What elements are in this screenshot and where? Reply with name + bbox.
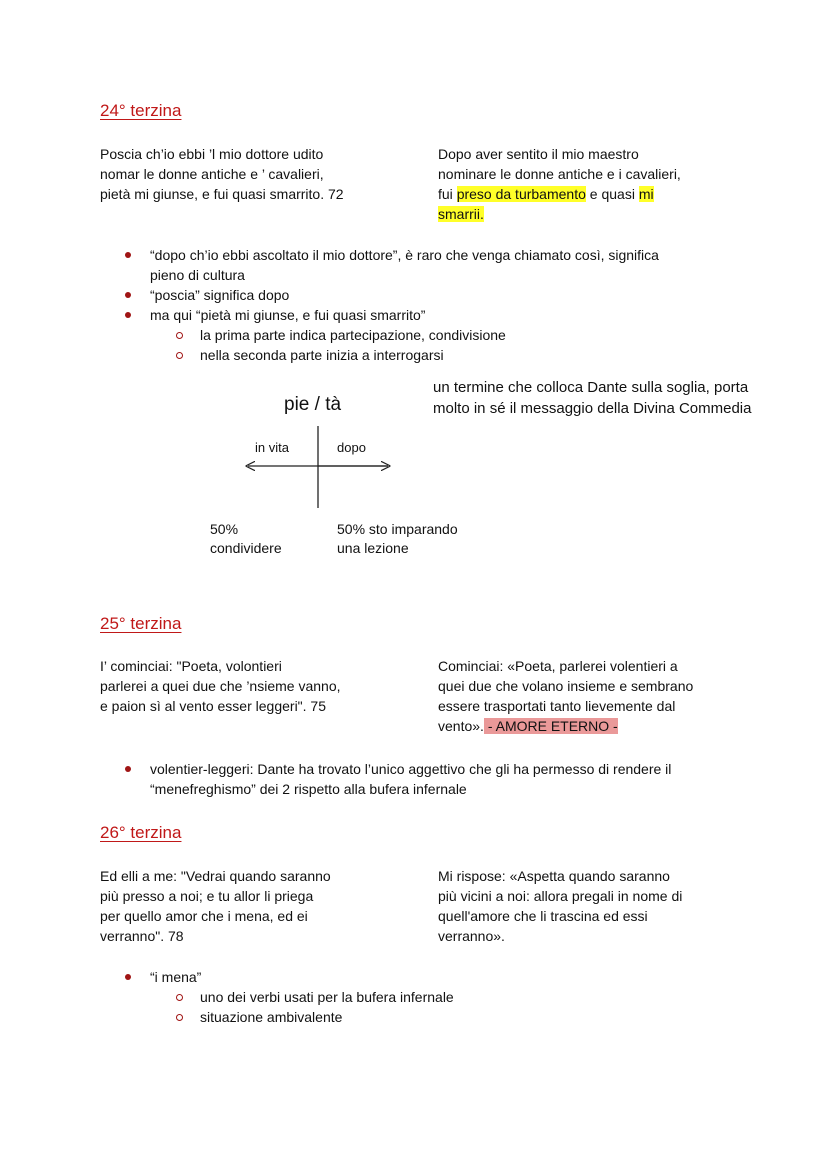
diagram-axes	[240, 420, 400, 520]
highlight-preso-da-turbamento: preso da turbamento	[456, 186, 586, 202]
highlight-amore-eterno: - AMORE ETERNO -	[483, 718, 618, 734]
diagram-label-in-vita: in vita	[255, 440, 289, 455]
circle-bullet-icon	[176, 1014, 183, 1021]
list-item	[200, 345, 770, 365]
bullet-icon	[125, 974, 131, 980]
sub-bullet-text: uno dei verbi usati per la bufera infernale	[200, 989, 454, 1005]
diagram-title: pie / tà	[284, 394, 342, 415]
list-item	[150, 759, 770, 799]
list-item	[200, 325, 770, 345]
sub-bullets-26	[150, 987, 770, 1027]
heading-24-terzina: 24° terzina	[100, 101, 182, 120]
bullet-text: “i mena”	[150, 969, 202, 985]
paraphrase-25-text: Cominciai: «Poeta, parlerei volentieri a quei due che volano insieme e sembrano essere trasportati tanto lievemente dal vento».	[438, 658, 694, 734]
list-item	[150, 285, 770, 305]
sub-bullets-24	[150, 325, 770, 365]
bullet-icon	[125, 766, 131, 772]
original-text-24: Poscia ch’io ebbi ’l mio dottore udito nomar le donne antiche e ’ cavalieri, pietà mi giunse, e fui quasi smarrito. 72	[100, 146, 344, 202]
bullet-icon	[125, 252, 131, 258]
diagram-bottom-left: 50% condividere	[210, 521, 282, 556]
sub-bullet-text: nella seconda parte inizia a interrogarsi	[200, 347, 444, 363]
list-item	[150, 245, 770, 285]
bullet-text: volentier-leggeri: Dante ha trovato l’unico aggettivo che gli ha permesso di rendere il “menefreghismo” dei 2 rispetto alla bufera infernale	[150, 761, 672, 797]
paraphrase-24	[438, 144, 758, 224]
bullets-25	[150, 759, 770, 799]
sub-bullet-text: la prima parte indica partecipazione, condivisione	[200, 327, 506, 343]
diagram-note: un termine che colloca Dante sulla soglia, porta molto in sé il messaggio della Divina Commedia	[433, 379, 752, 417]
circle-bullet-icon	[176, 332, 183, 339]
bullet-icon	[125, 312, 131, 318]
bullet-text: “dopo ch’io ebbi ascoltato il mio dottore”, è raro che venga chiamato così, significa pieno di cultura	[150, 247, 659, 283]
diagram-bottom-right: 50% sto imparando una lezione	[337, 521, 458, 556]
paraphrase-26: Mi rispose: «Aspetta quando saranno più vicini a noi: allora pregali in nome di quell'amore che li trascina ed essi verranno».	[438, 868, 683, 944]
heading-26-terzina: 26° terzina	[100, 823, 182, 842]
paraphrase-25	[438, 656, 758, 736]
highlight-mi-smarrii: mi smarrii.	[438, 186, 654, 222]
original-text-25: I’ cominciai: "Poeta, volontieri parlerei a quei due che ’nsieme vanno, e paion sì al vento esser leggeri". 75	[100, 658, 341, 714]
circle-bullet-icon	[176, 994, 183, 1001]
bullet-text: ma qui “pietà mi giunse, e fui quasi smarrito”	[150, 307, 426, 323]
bullet-icon	[125, 292, 131, 298]
original-text-26: Ed elli a me: "Vedrai quando saranno più presso a noi; e tu allor li priega per quello amor che i mena, ed ei verranno". 78	[100, 868, 331, 944]
list-item	[150, 305, 770, 365]
list-item	[200, 1007, 770, 1027]
bullets-26	[150, 967, 770, 1027]
list-item	[150, 967, 770, 1027]
bullets-24	[150, 245, 770, 365]
list-item	[200, 987, 770, 1007]
paraphrase-24-part-a: Dopo aver sentito il mio maestro nominare le donne antiche e i cavalieri, fui	[438, 146, 681, 202]
paraphrase-24-part-b: e quasi	[585, 186, 639, 202]
heading-25-terzina: 25° terzina	[100, 614, 182, 633]
circle-bullet-icon	[176, 352, 183, 359]
sub-bullet-text: situazione ambivalente	[200, 1009, 343, 1025]
diagram-label-dopo: dopo	[337, 440, 366, 455]
bullet-text: “poscia” significa dopo	[150, 287, 290, 303]
